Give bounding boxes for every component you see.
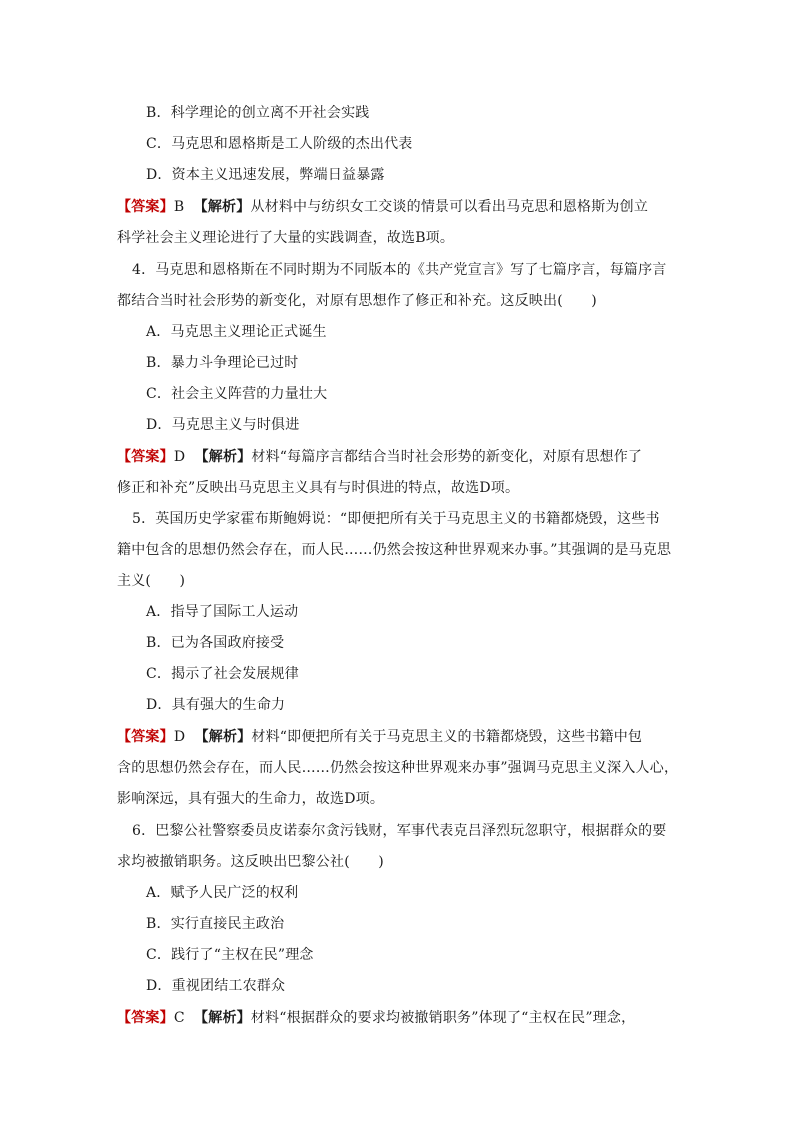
q4-option-c: C．社会主义阵营的力量壮大 [146,386,328,402]
q5-answer: D [173,729,186,745]
q4-stem-2: 都结合当时社会形势的新变化，对原有思想作了修正和补充。这反映出( ) [117,293,597,309]
q4-option-d: D．马克思主义与时俱进 [146,417,300,433]
q6-option-d: D．重视团结工农群众 [146,978,286,994]
q5-stem-1: 5．英国历史学家霍布斯鲍姆说：“即便把所有关于马克思主义的书籍都烧毁，这些书 [132,511,660,527]
q5-option-a: A．指导了国际工人运动 [146,604,299,620]
q6-option-c: C．践行了“主权在民”理念 [146,947,314,963]
q3-analysis-2: 科学社会主义理论进行了大量的实践调查，故选B项。 [117,230,455,246]
q5-answer-line [117,727,642,747]
q4-analysis-2: 修正和补充”反映出马克思主义具有与时俱进的特点，故选D项。 [117,480,520,496]
q5-option-c: C．揭示了社会发展规律 [146,666,299,682]
q6-answer-line [117,1008,635,1028]
q5-stem-2: 籍中包含的思想仍然会存在，而人民……仍然会按这种世界观来办事。”其强调的是马克思 [117,542,672,558]
q3-option-b: B．科学理论的创立离不开社会实践 [146,105,370,121]
answer-tag: 【答案】 [117,199,174,215]
answer-tag: 【答案】 [117,1010,174,1026]
q6-option-b: B．实行直接民主政治 [146,916,285,932]
q3-option-c: C．马克思和恩格斯是工人阶级的杰出代表 [146,136,413,152]
q6-analysis-1: 材料“根据群众的要求均被撤销职务”体现了“主权在民”理念， [250,1010,636,1026]
q3-answer-line [117,197,648,217]
q6-stem-2: 求均被撤销职务。这反映出巴黎公社( ) [117,854,384,870]
q4-analysis-1: 材料“每篇序言都结合当时社会形势的新变化，对原有思想作了 [251,449,643,465]
q5-option-b: B．已为各国政府接受 [146,635,285,651]
q3-analysis-1: 从材料中与纺织女工交谈的情景可以看出马克思和恩格斯为创立 [250,199,649,215]
analysis-tag: 【解析】 [194,1010,251,1026]
q5-stem-3: 主义( ) [117,573,186,589]
answer-tag: 【答案】 [117,729,174,745]
q4-answer: D [173,449,186,465]
q4-option-b: B．暴力斗争理论已过时 [146,355,299,371]
q4-option-a: A．马克思主义理论正式诞生 [146,324,327,340]
q5-analysis-1: 材料“即便把所有关于马克思主义的书籍都烧毁，这些书籍中包 [251,729,643,745]
q5-option-d: D．具有强大的生命力 [146,697,286,713]
analysis-tag: 【解析】 [194,729,252,745]
answer-tag: 【答案】 [117,449,174,465]
analysis-tag: 【解析】 [193,199,251,215]
q3-answer: B [173,199,185,215]
q6-answer: C [173,1010,185,1026]
q6-stem-1: 6．巴黎公社警察委员皮诺泰尔贪污钱财，军事代表克吕泽烈玩忽职守，根据群众的要 [132,823,667,839]
q5-analysis-2: 含的思想仍然会存在，而人民……仍然会按这种世界观来办事”强调马克思主义深入人心， [117,760,679,776]
q4-answer-line [117,447,642,467]
analysis-tag: 【解析】 [194,449,252,465]
q4-stem-1: 4．马克思和恩格斯在不同时期为不同版本的《共产党宣言》写了七篇序言，每篇序言 [132,262,667,278]
q5-analysis-3: 影响深远，具有强大的生命力，故选D项。 [117,791,385,807]
q6-option-a: A．赋予人民广泛的权利 [146,885,299,901]
q3-option-d: D．资本主义迅速发展，弊端日益暴露 [146,167,385,183]
